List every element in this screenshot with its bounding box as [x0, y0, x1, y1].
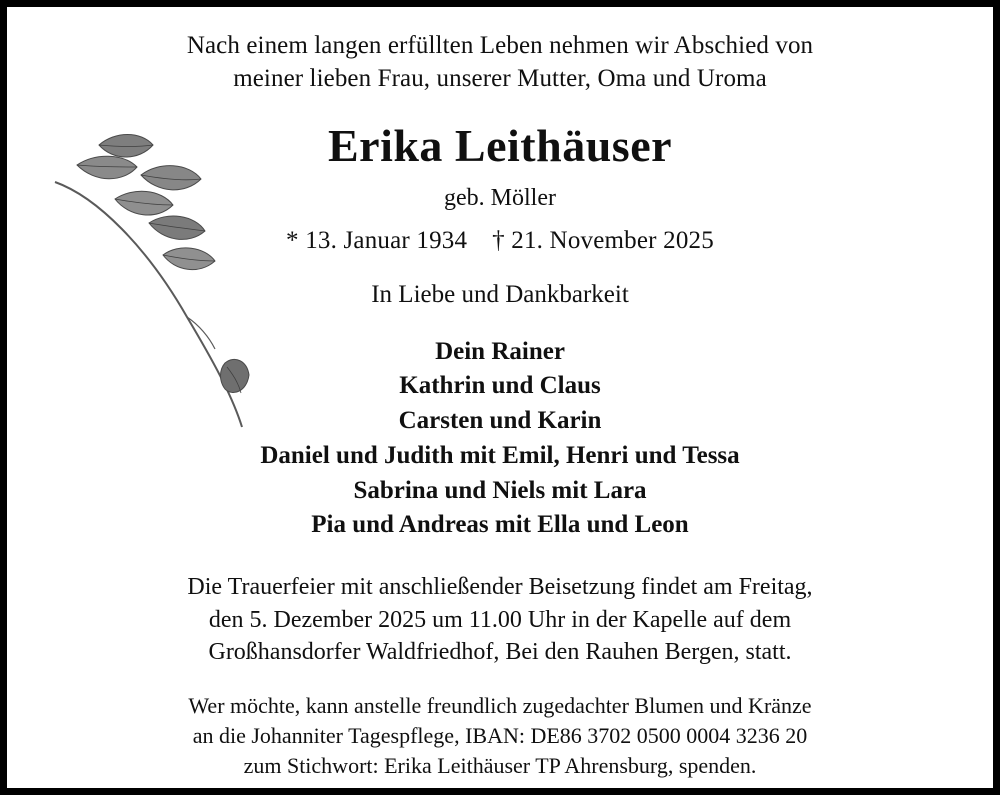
maiden-name: geb. Möller — [444, 184, 556, 211]
death-date: † 21. November 2025 — [492, 226, 714, 254]
donation-line: an die Johanniter Tagespflege, IBAN: DE86 3702 0500 0004 3236 20 — [192, 722, 808, 748]
donation-line: Wer möchte, kann anstelle freundlich zugedachter Blumen und Kränze — [188, 692, 812, 718]
deceased-name: Erika Leithäuser — [327, 120, 673, 171]
birth-date: * 13. Januar 1934 — [286, 226, 468, 254]
life-dates — [47, 227, 953, 255]
intro-line: Nach einem langen erfüllten Leben nehmen wir Abschied von — [186, 32, 814, 59]
family-line: Dein Rainer — [435, 337, 565, 365]
ceremony-line: Die Trauerfeier mit anschließender Beisetzung findet am Freitag, — [187, 574, 813, 601]
ceremony-line: den 5. Dezember 2025 um 11.00 Uhr in der Kapelle auf dem — [208, 606, 792, 633]
family-list — [47, 335, 953, 544]
dedication-text: In Liebe und Dankbarkeit — [371, 280, 629, 308]
family-line: Carsten und Karin — [398, 407, 602, 435]
family-line: Pia und Andreas mit Ella und Leon — [311, 511, 689, 539]
obituary-content — [7, 7, 993, 781]
family-line: Kathrin und Claus — [399, 372, 601, 400]
family-line: Sabrina und Niels mit Lara — [353, 476, 647, 504]
intro-line: meiner lieben Frau, unserer Mutter, Oma und Uroma — [233, 65, 767, 92]
ceremony-line: Großhansdorfer Waldfriedhof, Bei den Rauhen Bergen, statt. — [208, 639, 792, 666]
ceremony-details — [47, 571, 953, 669]
donation-line: zum Stichwort: Erika Leithäuser TP Ahrensburg, spenden. — [243, 752, 757, 778]
family-line: Daniel und Judith mit Emil, Henri und Tessa — [260, 441, 740, 469]
intro-text — [47, 29, 953, 95]
donation-details — [47, 691, 953, 781]
